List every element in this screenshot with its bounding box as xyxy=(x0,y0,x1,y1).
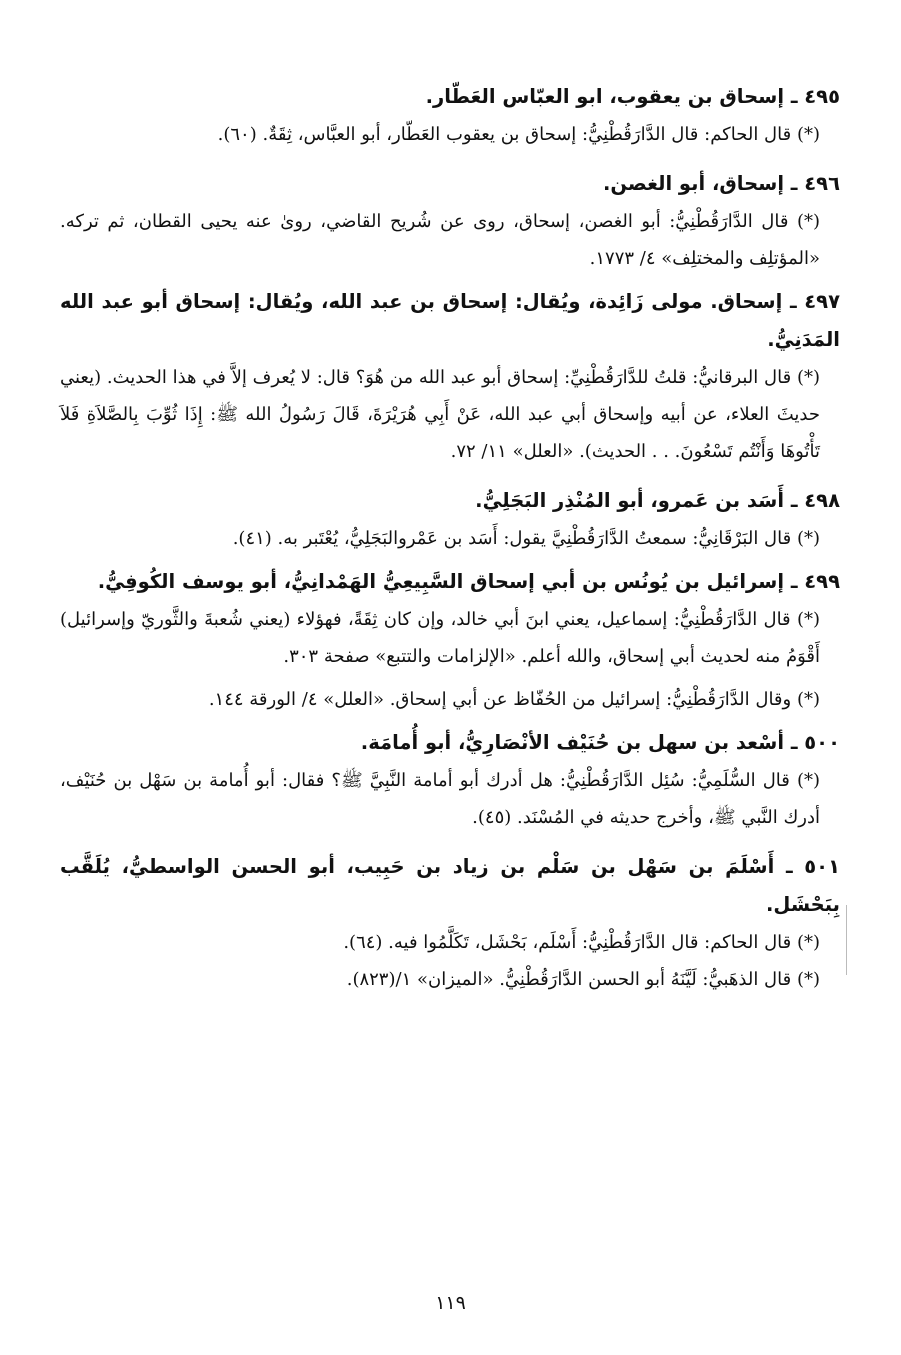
entry-496 xyxy=(60,165,840,277)
entry-paragraph: (*) قال البَرْقَانِيُّ: سمعتُ الدَّارَقُطْنِيَّ يقول: أَسَد بن عَمْروالبَجَلِيُّ، يُعْتَبر به. (٤١). xyxy=(232,528,820,549)
entry-501 xyxy=(60,848,840,998)
entry-paragraph: (*) وقال الدَّارَقُطْنِيُّ: إسرائيل من الحُفّاظ عن أبي إسحاق. «العلل» ٤/ الورقة ١٤٤. xyxy=(208,689,820,710)
entry-heading: ٤٩٦ ـ إسحاق، أبو الغصن. xyxy=(602,172,840,195)
entry-paragraph: (*) قال السُّلَمِيُّ: سُئِل الدَّارَقُطْنِيُّ: هل أدرك أبو أمامة النَّبِيَّ ﷺ؟ فقال: أبو أُمامة بن سَهْل بن حُنَيْف، أدرك النَّبي ﷺ، وأخرج حديثه في المُسْنَد. (٤٥). xyxy=(60,770,820,828)
entry-heading: ٤٩٧ ـ إسحاق. مولى زَائِدة، ويُقال: إسحاق بن عبد الله، ويُقال: إسحاق أبو عبد الله المَدَنِيُّ. xyxy=(60,290,840,351)
entry-heading: ٥٠٠ ـ أسْعد بن سهل بن حُنَيْف الأنْصَارِيُّ، أبو أُمامَة. xyxy=(360,731,840,754)
page-number: ١١٩ xyxy=(435,1292,466,1314)
entry-500 xyxy=(60,724,840,836)
entry-paragraph: (*) قال الدَّارَقُطْنِيُّ: أبو الغصن، إسحاق، روى عن شُريح القاضي، روىٰ عنه يحيى القطان، ثم تركه. «المؤتلِف والمختلِف» ٤/ ١٧٧٣. xyxy=(60,211,820,269)
entry-heading: ٤٩٥ ـ إسحاق بن يعقوب، ابو العبّاس العَطّار. xyxy=(425,85,840,108)
page-body xyxy=(60,78,840,998)
entry-495 xyxy=(60,78,840,153)
margin-rule xyxy=(846,905,847,975)
entry-paragraph: (*) قال الحاكم: قال الدَّارَقُطْنِيُّ: إسحاق بن يعقوب العَطّار، أبو العبَّاس، ثِقَةٌ. (٦٠). xyxy=(217,124,820,145)
entry-499 xyxy=(60,563,840,718)
entry-497 xyxy=(60,283,840,470)
entry-heading: ٥٠١ ـ أَسْلَمَ بن سَهْل بن سَلْم بن زياد بن حَبِيب، أبو الحسن الواسطيُّ، يُلَقَّب بِبَحْشَل. xyxy=(60,855,840,916)
entry-paragraph: (*) قال الذهَبيُّ: لَيَّنَهُ أبو الحسن الدَّارَقُطْنِيُّ. «الميزان» ١/(٨٢٣). xyxy=(346,969,820,990)
entry-498 xyxy=(60,482,840,557)
entry-heading: ٤٩٨ ـ أَسَد بن عَمرو، أبو المُنْذِر البَجَلِيُّ. xyxy=(475,489,840,512)
entry-heading: ٤٩٩ ـ إسرائيل بن يُونُس بن أبي إسحاق السَّبِيعِيُّ الهَمْدانِيُّ، أبو يوسف الكُوفِيُّ. xyxy=(97,570,840,593)
entry-paragraph: (*) قال الدَّارَقُطْنِيُّ: إسماعيل، يعني ابنَ أبي خالد، وإن كان ثِقَةً، فهؤلاء (يعني شُعبةَ والثَّوريّ وإسرائيل) أَقْوَمُ منه لحديث أبي إسحاق، والله أعلم. «الإلزامات والتتبع» صفحة ٣٠٣. xyxy=(60,609,820,667)
entry-paragraph: (*) قال البرقانيُّ: قلتُ للدَّارَقُطْنِيِّ: إسحاق أبو عبد الله من هُوَ؟ قال: لا يُعرف إلاَّ في هذا الحديث. (يعني حديثَ العلاء، عن أبيه وإسحاق أبي عبد الله، عَنْ أَبِي هُرَيْرَةَ، قَالَ رَسُولُ الله ﷺ: إِذَا ثُوِّبَ بِالصَّلاَةِ فَلاَ تَأْتُوهَا وَأَنْتُم تَسْعُونَ. . . الحديث). «العلل» ١١/ ٧٢. xyxy=(60,367,820,462)
entry-paragraph: (*) قال الحاكم: قال الدَّارَقُطْنِيُّ: أَسْلَم، بَحْشَل، تَكَلَّمُوا فيه. (٦٤). xyxy=(343,932,820,953)
